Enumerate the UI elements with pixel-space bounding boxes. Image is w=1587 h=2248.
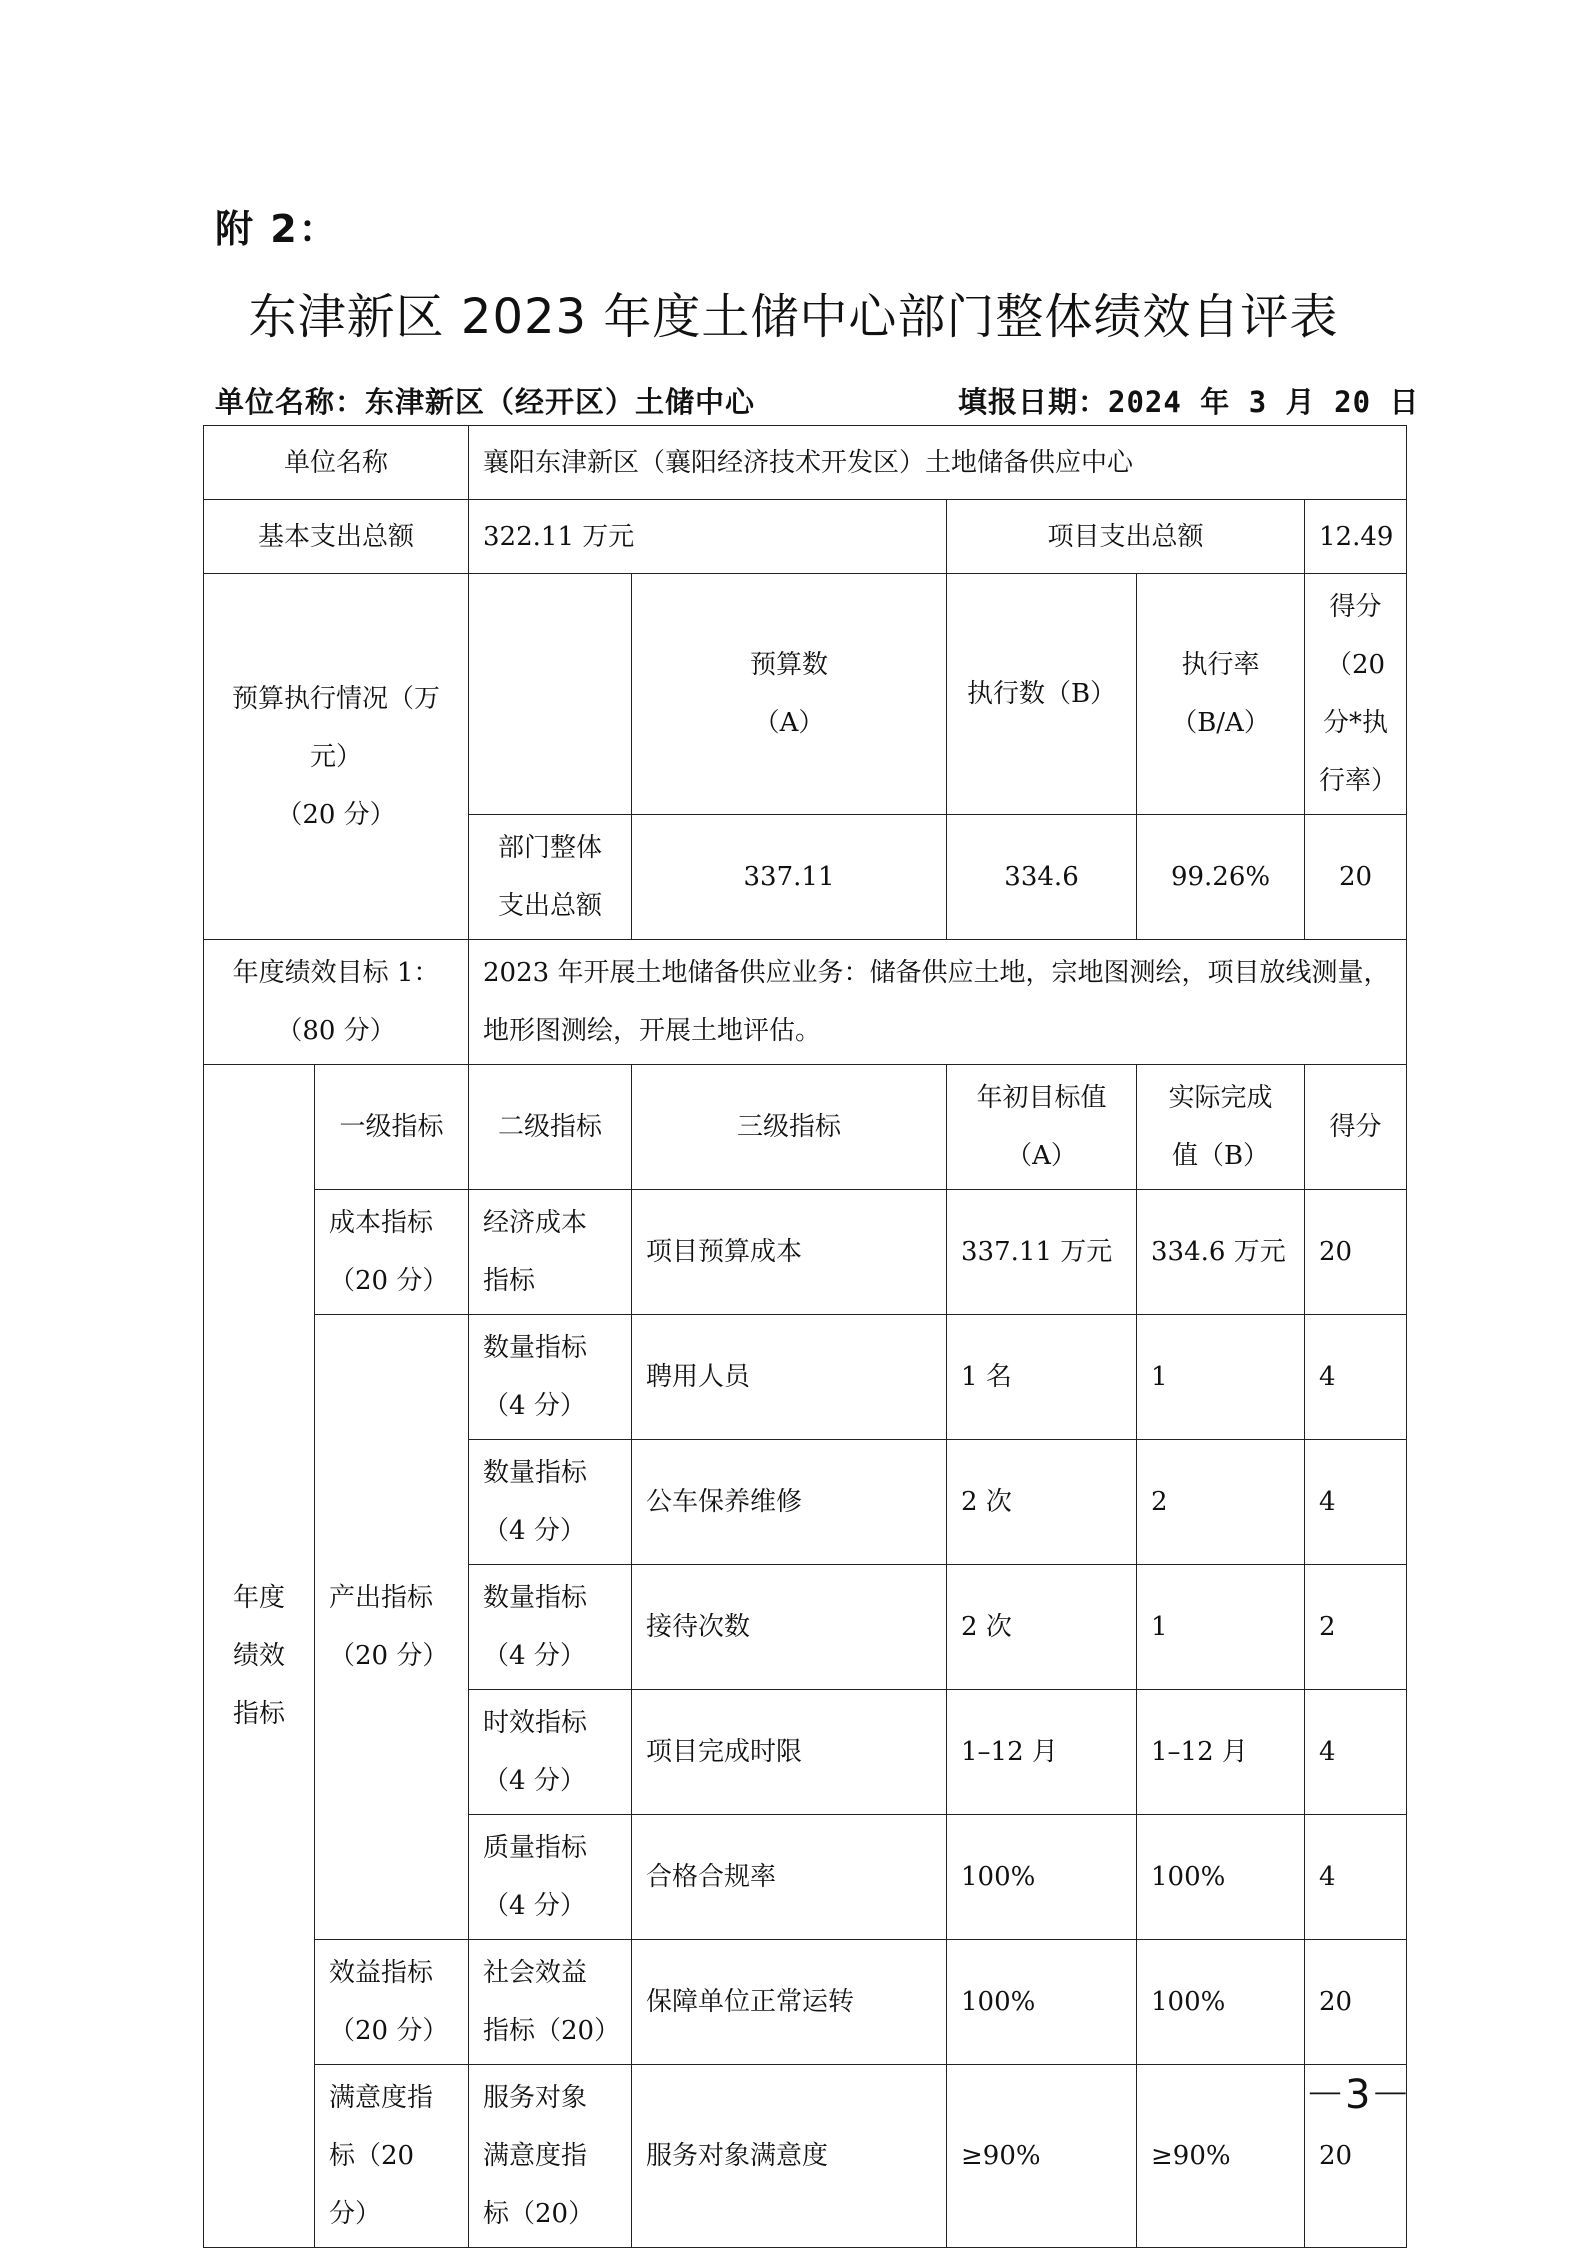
unit-value: 襄阳东津新区（襄阳经济技术开发区）土地储备供应中心 (469, 426, 1407, 500)
level3-cell: 接待次数 (632, 1565, 947, 1690)
budget-col-b: 执行数（B） (947, 574, 1137, 815)
budget-col-rate: 执行率（B/A） (1137, 574, 1305, 815)
actual-cell: 100% (1137, 1940, 1305, 2065)
budget-col-score: 得分 （20 分*执行率） (1305, 574, 1407, 815)
budget-a-value: 337.11 (632, 815, 947, 940)
actual-cell: 1 (1137, 1315, 1305, 1440)
budget-b-value: 334.6 (947, 815, 1137, 940)
actual-cell: 1 (1137, 1565, 1305, 1690)
level1-benefit: 效益指标 （20 分） (315, 1940, 469, 2065)
level3-cell: 项目完成时限 (632, 1690, 947, 1815)
level2-cell: 质量指标 （4 分） (469, 1815, 632, 1940)
target-cell: 100% (947, 1940, 1137, 2065)
budget-empty-cell (469, 574, 632, 815)
level3-cell: 聘用人员 (632, 1315, 947, 1440)
attachment-label: 附 2： (215, 207, 339, 251)
score-cell: 20 (1305, 2065, 1407, 2248)
budget-rate-value: 99.26% (1137, 815, 1305, 940)
project-expenditure-label: 项目支出总额 (947, 500, 1305, 574)
target-cell: 1–12 月 (947, 1690, 1137, 1815)
goal-text: 2023 年开展土地储备供应业务：储备供应土地，宗地图测绘，项目放线测量，地形图测绘，开展土地评估。 (469, 940, 1407, 1065)
target-cell: 337.11 万元 (947, 1190, 1137, 1315)
level3-cell: 保障单位正常运转 (632, 1940, 947, 2065)
unit-label: 单位名称 (204, 426, 469, 500)
level3-cell: 合格合规率 (632, 1815, 947, 1940)
basic-expenditure-label: 基本支出总额 (204, 500, 469, 574)
level2-cell: 数量指标 （4 分） (469, 1440, 632, 1565)
budget-row-label: 部门整体 支出总额 (469, 815, 632, 940)
level2-cell: 经济成本 指标 (469, 1190, 632, 1315)
score-cell: 4 (1305, 1440, 1407, 1565)
budget-execution-label: 预算执行情况（万 元） （20 分） (204, 574, 469, 940)
table-row (204, 1940, 1407, 2065)
level1-output: 产出指标 （20 分） (315, 1315, 469, 1940)
goal-label: 年度绩效目标 1： （80 分） (204, 940, 469, 1065)
level3-cell: 项目预算成本 (632, 1190, 947, 1315)
actual-cell: 2 (1137, 1440, 1305, 1565)
unit-name-line: 单位名称：东津新区（经开区）土储中心 (215, 385, 756, 419)
table-row (204, 1190, 1407, 1315)
report-date-line: 填报日期：2024 年 3 月 20 日 (958, 385, 1420, 419)
level3-cell: 公车保养维修 (632, 1440, 947, 1565)
level2-cell: 服务对象 满意度指 标（20） (469, 2065, 632, 2248)
level2-cell: 数量指标 （4 分） (469, 1565, 632, 1690)
basic-expenditure-value: 322.11 万元 (469, 500, 947, 574)
target-cell: 100% (947, 1815, 1137, 1940)
actual-cell: 100% (1137, 1815, 1305, 1940)
level1-satisfaction: 满意度指 标（20 分） (315, 2065, 469, 2248)
budget-col-a: 预算数 （A） (632, 574, 947, 815)
score-cell: 4 (1305, 1815, 1407, 1940)
actual-cell: ≥90% (1137, 2065, 1305, 2248)
level2-cell: 时效指标 （4 分） (469, 1690, 632, 1815)
header-score: 得分 (1305, 1065, 1407, 1190)
level1-cost: 成本指标 （20 分） (315, 1190, 469, 1315)
target-cell: 2 次 (947, 1440, 1137, 1565)
page-number: －3－ (1305, 2072, 1411, 2118)
budget-score-value: 20 (1305, 815, 1407, 940)
level2-cell: 数量指标 （4 分） (469, 1315, 632, 1440)
header-level2: 二级指标 (469, 1065, 632, 1190)
table-row (204, 1315, 1407, 1440)
actual-cell: 334.6 万元 (1137, 1190, 1305, 1315)
document-title: 东津新区 2023 年度土储中心部门整体绩效自评表 (248, 289, 1339, 345)
score-cell: 20 (1305, 1190, 1407, 1315)
project-expenditure-value: 12.49 (1305, 500, 1407, 574)
target-cell: 2 次 (947, 1565, 1137, 1690)
score-cell: 20 (1305, 1940, 1407, 2065)
score-cell: 2 (1305, 1565, 1407, 1690)
header-level1: 一级指标 (315, 1065, 469, 1190)
header-actual: 实际完成 值（B） (1137, 1065, 1305, 1190)
indicator-group-label: 年度 绩效 指标 (204, 1065, 315, 2248)
header-target: 年初目标值 （A） (947, 1065, 1137, 1190)
score-cell: 4 (1305, 1315, 1407, 1440)
target-cell: ≥90% (947, 2065, 1137, 2248)
evaluation-table (203, 425, 1407, 2248)
actual-cell: 1–12 月 (1137, 1690, 1305, 1815)
score-cell: 4 (1305, 1690, 1407, 1815)
level3-cell: 服务对象满意度 (632, 2065, 947, 2248)
target-cell: 1 名 (947, 1315, 1137, 1440)
level2-cell: 社会效益 指标（20） (469, 1940, 632, 2065)
header-level3: 三级指标 (632, 1065, 947, 1190)
table-row (204, 2065, 1407, 2248)
